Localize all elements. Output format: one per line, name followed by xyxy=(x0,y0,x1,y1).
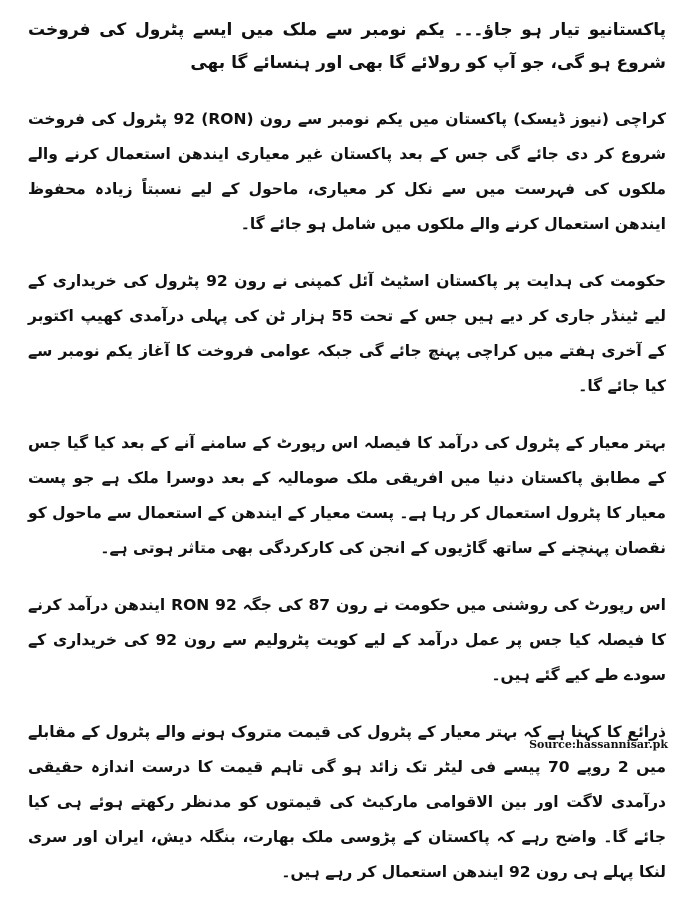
paragraph-price-estimate: ذرائع کا کہنا ہے کہ بہتر معیار کے پٹرول کی قیمت متروک ہونے والے پٹرول کے مقابلے میں 2 روپے 70 پیسے فی لیٹر تک زائد ہو گی تاہم قیمت کا درست اندازہ حقیقی درآمدی لاگت اور بین الاقوامی مارکیٹ کی قیمتوں کو مدنظر رکھتے ہوئے ہی کیا جائے گا۔ واضح رہے کہ پاکستان کے پڑوسی ملک بھارت، بنگلہ دیش، ایران اور سری لنکا پہلے ہی رون 92 ایندھن استعمال کر رہے ہیں۔ xyxy=(28,723,666,881)
source-credit: Source:hassannisar.pk xyxy=(529,738,668,751)
paragraph-karachi: کراچی (نیوز ڈیسک) پاکستان میں یکم نومبر سے رون (RON) 92 پٹرول کی فروخت شروع کر دی جائے گی جس کے بعد پاکستان غیر معیاری ایندھن استعمال کرنے والے ملکوں کی فہرست میں سے نکل کر معیاری، ماحول کے لیے نسبتاً زیادہ محفوظ ایندھن استعمال کرنے والے ملکوں میں شامل ہو جائے گا۔ xyxy=(28,110,666,233)
paragraph-report-decision: بہتر معیار کے پٹرول کی درآمد کا فیصلہ اس رپورٹ کے سامنے آنے کے بعد کیا گیا جس کے مطابق پاکستان دنیا میں افریقی ملک صومالیہ کے بعد دوسرا ملک ہے جو پست معیار کا پٹرول استعمال کر رہا ہے۔ پست معیار کے ایندھن کے استعمال سے ماحول کو نقصان پہنچنے کے ساتھ گاڑیوں کے انجن کی کارکردگی بھی متاثر ہوتی ہے۔ xyxy=(28,434,666,557)
paragraph-government-tender: حکومت کی ہدایت پر پاکستان اسٹیٹ آئل کمپنی نے رون 92 پٹرول کی خریداری کے لیے ٹینڈر جاری کر دیے ہیں جس کے تحت 55 ہزار ٹن کی پہلی درآمدی کھیپ اکتوبر کے آخری ہفتے میں کراچی پہنچ جائے گی جبکہ عوامی فروخت کا آغاز یکم نومبر سے کیا جائے گا۔ xyxy=(28,272,666,395)
paragraph-kuwait-petroleum: اس رپورٹ کی روشنی میں حکومت نے رون 87 کی جگہ RON 92 ایندھن درآمد کرنے کا فیصلہ کیا جس پر عمل درآمد کے لیے کویت پٹرولیم سے رون 92 کی خریداری کے سودے طے کیے گئے ہیں۔ xyxy=(28,596,667,684)
article xyxy=(28,14,666,912)
article-headline: پاکستانیو تیار ہو جاؤ۔۔۔ یکم نومبر سے ملک میں ایسے پٹرول کی فروخت شروع ہو گی، جو آپ کو رولائے گا بھی اور ہنسائے گا بھی xyxy=(28,20,666,73)
